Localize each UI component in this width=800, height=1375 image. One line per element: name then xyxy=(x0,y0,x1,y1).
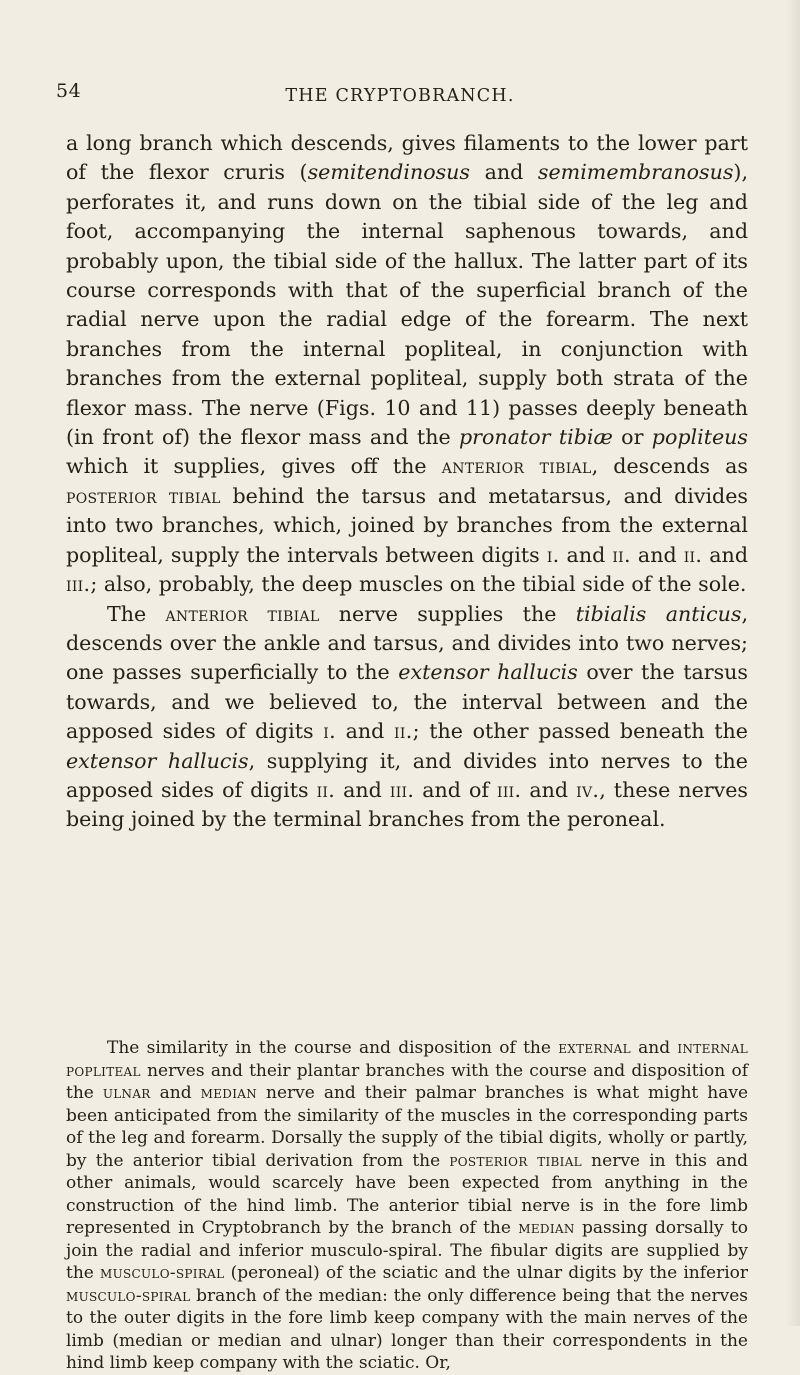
text-run: over the tarsus towards, and we believed to, the interval between and the apposed sides of digits xyxy=(66,660,748,744)
small-caps-term: iii. xyxy=(389,777,415,802)
body-text xyxy=(66,129,748,835)
text-run: The xyxy=(107,601,166,626)
paragraph xyxy=(66,129,748,600)
text-run: and of xyxy=(414,777,498,802)
text-run: branch of the median: the only difference being that the nerves to the outer digits in the fore limb keep company with the main nerves of the limb (median or median and ulnar) longer than their correspondents in the hind limb keep company with the sciatic. Or, xyxy=(66,1285,748,1373)
text-run: nerves and their plantar branches with the course and disposition of the xyxy=(66,1060,748,1103)
text-run: ; the other passed beneath the xyxy=(412,719,748,744)
italic-term: tibialis anticus xyxy=(575,601,742,626)
text-run: which it supplies, gives off the xyxy=(66,454,442,479)
text-run: and xyxy=(335,777,390,802)
text-run: and xyxy=(470,160,538,185)
small-caps-term: ii. xyxy=(612,542,631,567)
small-caps-term: anterior tibial xyxy=(441,454,592,479)
italic-term: semitendinosus xyxy=(307,160,471,185)
small-caps-term: median xyxy=(518,1218,575,1238)
italic-term: semimembranosus xyxy=(537,160,734,185)
text-run: and xyxy=(630,542,684,567)
text-run: passing dorsally to join the radial and inferior musculo-spiral. The fibular digits are supplied by the xyxy=(66,1218,748,1283)
page-edge-shadow xyxy=(786,0,800,1326)
text-run: , descends over the ankle and tarsus, and divides into two nerves; one passes superficially to the xyxy=(66,601,749,685)
text-run: nerve supplies the xyxy=(319,601,576,626)
text-run: ; also, probably, the deep muscles on the tibial side of the sole. xyxy=(90,572,747,597)
running-head: THE CRYPTOBRANCH. xyxy=(285,86,515,106)
small-caps-term: ii. xyxy=(316,777,336,802)
text-run: a long branch which descends, gives filaments to the lower part of the flexor cruris ( xyxy=(66,131,748,185)
text-run: and xyxy=(702,542,748,567)
page-number: 54 xyxy=(56,80,82,102)
text-run: nerve and their palmar branches is what might have been anticipated from the similarity of the muscles in the corresponding parts of the leg and forearm. Dorsally the supply of the tibial digits, wholly or partly, by the anterior tibial derivation from the xyxy=(66,1083,749,1171)
text-run: and xyxy=(335,719,395,744)
small-caps-term: ulnar xyxy=(102,1083,151,1103)
small-caps-term: external xyxy=(558,1038,631,1058)
text-run: and xyxy=(150,1083,201,1103)
small-caps-term: i. xyxy=(323,719,336,744)
small-caps-term: posterior tibial xyxy=(66,483,221,508)
italic-term: pronator tibiæ xyxy=(459,425,613,450)
text-run: behind the tarsus and metatarsus, and divides into two branches, which, joined by branches from the external popliteal, supply the intervals between digits xyxy=(66,483,748,567)
text-run: and xyxy=(559,542,613,567)
small-caps-term: musculo-spiral xyxy=(100,1263,225,1283)
small-caps-term: median xyxy=(200,1083,258,1103)
small-caps-term: ii. xyxy=(683,542,703,567)
text-run: (peroneal) of the sciatic and the ulnar digits by the inferior xyxy=(224,1263,748,1283)
small-caps-term: i. xyxy=(546,542,560,567)
text-run: and xyxy=(521,777,577,802)
note-paragraph xyxy=(66,1037,748,1375)
italic-term: extensor hallucis xyxy=(398,660,578,685)
text-run: and xyxy=(630,1038,678,1058)
small-caps-term: posterior tibial xyxy=(449,1150,582,1171)
small-caps-term: internal popliteal xyxy=(66,1038,748,1081)
small-caps-term: iv. xyxy=(576,777,600,802)
small-caps-term: iii. xyxy=(66,572,91,597)
text-run: The similarity in the course and disposition of the xyxy=(107,1038,559,1058)
italic-term: popliteus xyxy=(651,425,748,450)
text-run: ), perforates it, and runs down on the tibial side of the leg and foot, accompanying the internal saphenous towards, and probably upon, the tibial side of the hallux. The latter part of its course corresponds with that of the superficial branch of the radial nerve upon the radial edge of the forearm. The next branches from the internal popliteal, in conjunction with branches from the external popliteal, supply both strata of the flexor mass. The nerve (Figs. 10 and 11) passes deeply beneath (in front of) the flexor mass and the xyxy=(66,160,748,450)
small-caps-term: ii. xyxy=(394,719,413,744)
text-run: , these nerves being joined by the terminal branches from the peroneal. xyxy=(66,777,748,832)
text-run: , supplying it, and divides into nerves to the apposed sides of digits xyxy=(66,748,748,802)
small-print-note xyxy=(66,1037,748,1375)
small-caps-term: iii. xyxy=(497,777,522,802)
small-caps-term: musculo-spiral xyxy=(66,1285,191,1306)
text-run: , descends as xyxy=(591,454,748,479)
italic-term: extensor hallucis xyxy=(66,748,249,773)
text-run: nerve in this and other animals, would scarcely have been expected from anything in the construction of the hind limb. The anterior tibial nerve is in the fore limb represented in Cryptobranch by the branch of the xyxy=(66,1150,749,1238)
paragraph xyxy=(66,600,748,835)
text-run: or xyxy=(612,425,652,450)
small-caps-term: anterior tibial xyxy=(165,601,320,626)
